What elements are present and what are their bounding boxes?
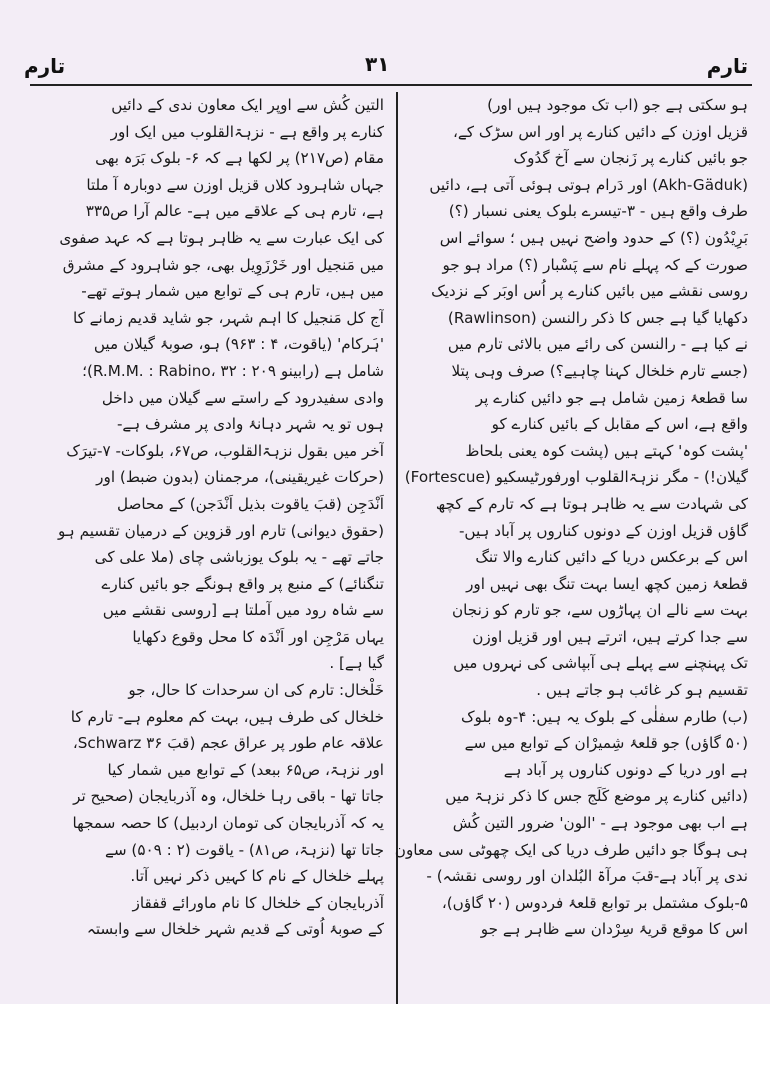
- text-line: قطعۂ زمین کچھ ایسا بہت تنگ بھی نہیں اور: [466, 574, 748, 593]
- text-line: (دائیں کنارے پر موضع کَلَج جس کا ذکر نزہۃ میں: [445, 787, 748, 806]
- running-head-left: تارم: [24, 54, 66, 78]
- text-line: اس کا موقع قریۂ سِرْدان سے ظاہر ہے جو: [480, 920, 748, 939]
- text-line: (جسے تارم خلخال کہنا چاہیے؟) صرف وہی پتلا: [451, 361, 748, 380]
- text-line: ہے اور دریا کے دونوں کناروں پر آباد ہے: [503, 760, 748, 779]
- text-line: تنگنائے) کے منبع پر واقع ہونگے جو بائیں کنارے: [101, 574, 384, 593]
- text-line: میں ہیں، تارم ہی کے توابع میں شمار ہوتے تھے-: [81, 282, 384, 301]
- text-line: سے جدا کرتے ہیں، اترتے ہیں اور قزیل اوزن: [472, 627, 748, 646]
- text-line: روسی نقشے میں بائیں کنارے پر اُس اوبَر کے نزدیک: [431, 282, 748, 301]
- text-line: بہت سے نالے ان پہاڑوں سے، جو تارم کو زنجان: [451, 601, 748, 620]
- text-line: نے کیا ہے - رالنسن کی رائے میں بالائی تارم میں: [447, 335, 748, 354]
- text-line: وادی سفیدرود کے راستے سے گیلان میں داخل: [101, 388, 384, 407]
- text-line: اس کے برعکس دریا کے دائیں کنارے والا تنگ: [475, 548, 748, 567]
- text-line: واقع ہے، اس کے مقابل کے بائیں کنارے کو: [491, 415, 748, 434]
- text-line: اور نزہۃ، ص۶۵ ببعد) کے توابع میں شمار کیا: [107, 760, 384, 779]
- text-line: سے شاہ رود میں آملتا ہے [روسی نقشے میں: [102, 601, 384, 620]
- text-line: میں مَنجیل اور خَرْزَوِیل بھی، جو شاہرود کے مشرق: [62, 255, 384, 274]
- left-column: [38, 92, 384, 943]
- text-line: ۵-بلوک مشتمل بر توابع قلعۂ فردوس (۲۰ گاؤں)،: [441, 893, 748, 912]
- text-line: تقسیم ہو کر غائب ہو جاتے ہیں .: [536, 681, 748, 700]
- text-line: پہلے خلخال کے نام کا کہیں ذکر نہیں آتا.: [130, 867, 384, 886]
- text-line: (۵۰ گاؤں) جو قلعۂ شِمیرْان کے توابع میں سے: [464, 734, 748, 753]
- text-line: مقام (ص۲۱۷) پر لکھا ہے کہ ۶- بلوک بَرَہ بھی: [95, 149, 384, 168]
- text-line: یہاں مَرْجِن اور اَنْدَہ کا محل وقوع دکھایا: [132, 627, 384, 646]
- text-line: آذربایجان کے خلخال کا نام ماورائے قفقاز: [132, 893, 384, 912]
- text-line: ندی پر آباد ہے-قبَ مرآۃ البُلدان اور روسی نقشہ) -: [426, 867, 748, 886]
- text-line: ہے اب بھی موجود ہے - 'الون' ضرور التین کُش: [452, 814, 748, 833]
- text-line: کی ایک عبارت سے یہ ظاہر ہوتا ہے کہ عہد صفوی: [59, 228, 384, 247]
- page-header: [0, 46, 770, 86]
- text-line: کے صوبۂ اُوتی کے قدیم شہر خلخال سے وابستہ: [86, 920, 384, 939]
- text-line: 'ہَرکام' (یاقوت، ۴ : ۹۶۳) ہو، صوبۂ گیلان میں: [93, 335, 384, 354]
- right-column: [393, 92, 748, 943]
- text-line: خلخال کی طرف ہیں، بہت کم معلوم ہے- تارم کا: [70, 707, 384, 726]
- text-line: طرف واقع ہیں - ۳-تیسرے بلوک یعنی نسبار (؟): [448, 202, 748, 221]
- text-line: جاتے تھے - یہ بلوک یوزباشی چای (ملا علی کی: [94, 548, 384, 567]
- text-line: قزیل اوزن کے دائیں کنارے پر اور اس سڑک کے،: [453, 122, 748, 141]
- text-line: ہوں تو یہ شہر دہانۂ وادی پر مشرف ہے-: [116, 415, 384, 434]
- header-rule: [30, 84, 752, 86]
- text-line: جو بائیں کنارے پر زَنجان سے آخ گدُوک: [513, 149, 748, 168]
- text-line: جاتا تھا (نزہۃ، ص۸۱) - یاقوت (۲ : ۵۰۹) سے: [104, 840, 384, 859]
- text-line: صورت کے کہ پہلے نام سے پَسْبار (؟) مراد ہو جو: [442, 255, 748, 274]
- page-number: ۳۱: [365, 52, 390, 76]
- text-line: علاقہ عام طور پر عراق عجم (قبَ Schwarz ۳۶،: [72, 734, 384, 753]
- text-line: گاؤں قزیل اوزن کے دونوں کناروں پر آباد ہیں-: [458, 521, 748, 540]
- text-line: آج کل مَنجیل کا اہم شہر، جو شاید قدیم زمانے کا: [72, 308, 384, 327]
- text-line: ہی ہوگا جو دائیں طرف دریا کی ایک چھوٹی سی معاون: [394, 840, 748, 859]
- text-line: جہاں شاہرود کلاں قزیل اوزن سے دوبارہ آ ملتا: [86, 175, 384, 194]
- text-line: خَلْخال: تارم کی ان سرحدات کا حال، جو: [128, 681, 384, 700]
- text-line: شامل ہے (رابینو R.M.M. : Rabino، ۳۲ : ۲۰۹)؛: [82, 361, 384, 380]
- text-line: گیلان!) - مگر نزہۃالقلوب اورفورٹیسکیو (Fortescue): [404, 468, 748, 487]
- text-line: (ب) طارم سفلٰی کے بلوک یہ ہیں: ۴-وہ بلوک: [460, 707, 748, 726]
- text-line: تک پہنچنے سے پہلے ہی آبپاشی کی نہروں میں: [453, 654, 748, 673]
- page-bottom-margin: [0, 1004, 770, 1080]
- text-line: گیا ہے] .: [329, 654, 384, 673]
- text-line: دکھایا گیا ہے جس کا ذکر رالنسن (Rawlinson): [447, 308, 748, 327]
- text-line: بَرِیْدُون (؟) کے حدود واضح نہیں ہیں ؛ سوائے اس: [439, 228, 748, 247]
- text-line: کی شہادت سے یہ ظاہر ہوتا ہے کہ تارم کے کچھ: [435, 494, 748, 513]
- running-head-right: تارم: [706, 54, 748, 78]
- text-line: (حقوق دیوانی) تارم اور قزوین کے درمیان تقسیم ہو: [58, 521, 384, 540]
- text-line: 'پشت کوہ' کہتے ہیں (پشت کوہ یعنی بلحاظ: [465, 441, 748, 460]
- text-line: جاتا تھا - باقی رہا خلخال، وہ آذربایجان (صحیح تر: [73, 787, 384, 806]
- text-line: آخر میں بقول نزہۃالقلوب، ص۶۷، بلوکات- ۷-تیرَک: [66, 441, 384, 460]
- text-line: التین کُش سے اوپر ایک معاون ندی کے دائیں: [111, 96, 384, 114]
- text-line: (حرکات غیریقینی)، مرجمنان (بدون ضبط) اور: [96, 468, 384, 487]
- text-line: ہو سکتی ہے جو (اب تک موجود ہیں اور): [487, 96, 748, 114]
- text-line: اَنْدَجِن (قبَ یاقوت بذیل اَنْدَجن) کے محاصل: [116, 494, 384, 513]
- text-line: ہے، تارم ہی کے علاقے میں ہے- عالم آرا ص۳۳۵: [85, 202, 384, 221]
- text-line: یہ کہ آذربایجان کی تومان اردبیل) کا حصہ سمجھا: [72, 814, 384, 833]
- text-line: سا قطعۂ زمین شامل ہے جو دائیں کنارے پر: [475, 388, 748, 407]
- text-line: کنارے پر واقع ہے - نزہۃالقلوب میں ایک اور: [110, 122, 384, 141]
- text-line: (Akh-Gäduk) اور دَرام ہوتی ہوئی آتی ہے، دائیں: [429, 175, 748, 194]
